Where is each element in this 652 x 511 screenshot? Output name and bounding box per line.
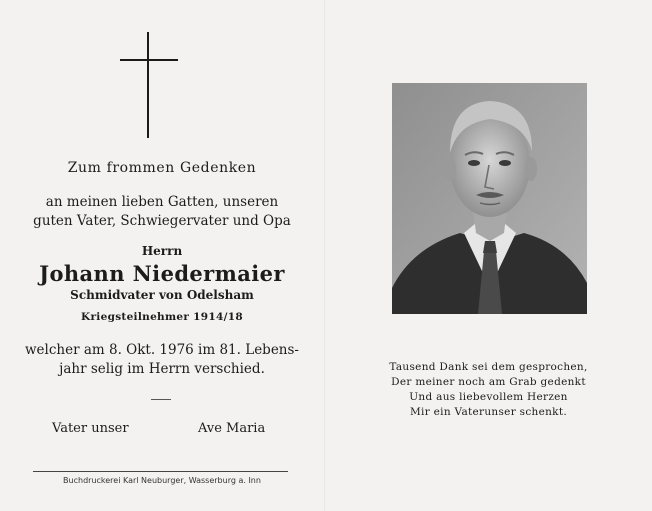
salutation: Herrn [141, 244, 183, 258]
poem-line-4: Mir ein Vaterunser schenkt. [410, 406, 567, 418]
footer-rule [33, 471, 288, 472]
prayer-vater-unser: Vater unser [52, 421, 129, 436]
cross-horizontal [120, 59, 178, 61]
death-line-2: jahr selig im Herrn verschied. [59, 361, 265, 377]
poem-line-1: Tausend Dank sei dem gesprochen, [389, 361, 588, 373]
heading: Zum frommen Gedenken [67, 160, 257, 176]
portrait-illustration [392, 83, 587, 314]
death-line-1: welcher am 8. Okt. 1976 im 81. Lebens- [24, 342, 299, 358]
divider-dash [151, 399, 171, 400]
subtitle-occupation: Schmidvater von Odelsham [70, 288, 254, 302]
prayer-ave-maria: Ave Maria [198, 421, 266, 436]
poem-line-3: Und aus liebevollem Herzen [409, 391, 568, 403]
printer-credit: Buchdruckerei Karl Neuburger, Wasserburg a. Inn [63, 476, 261, 485]
cross-vertical [147, 32, 149, 138]
deceased-name: Johann Niedermaier [39, 261, 285, 286]
dedication-line-1: an meinen lieben Gatten, unseren [45, 194, 279, 210]
card-fold [324, 0, 326, 511]
portrait-photo [392, 83, 587, 314]
dedication-line-2: guten Vater, Schwiegervater und Opa [33, 213, 291, 229]
subtitle-veteran: Kriegsteilnehmer 1914/18 [81, 311, 243, 323]
poem-line-2: Der meiner noch am Grab gedenkt [391, 376, 586, 388]
